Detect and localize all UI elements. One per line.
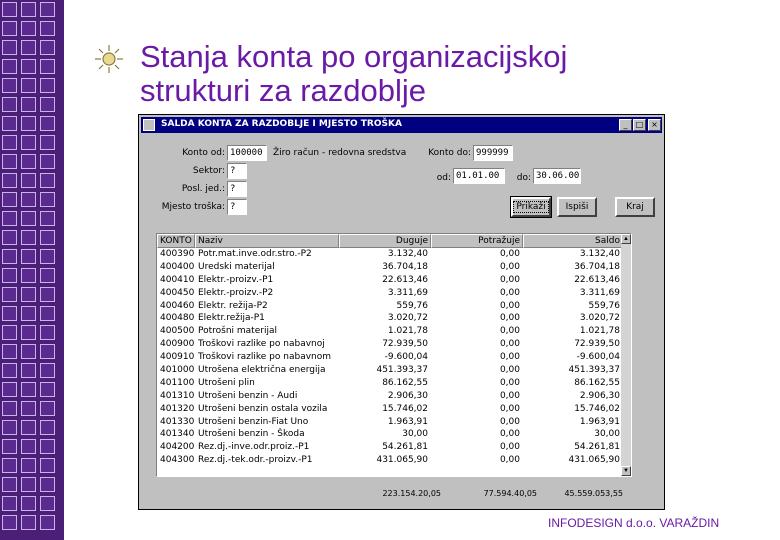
grid-cell — [21, 344, 36, 359]
grid-cell — [2, 154, 17, 169]
decorative-grid-strip — [0, 0, 64, 540]
cell-naziv: Elektr.-proizv.-P2 — [198, 287, 274, 298]
scroll-down-arrow-icon[interactable]: ▼ — [621, 466, 631, 476]
grid-cell — [2, 97, 17, 112]
grid-cell — [2, 477, 17, 492]
cell-konto: 401340 — [160, 429, 195, 440]
table-row[interactable] — [157, 390, 623, 403]
grid-cell — [40, 439, 55, 454]
cell-duguje: 36.704,18 — [382, 261, 428, 272]
table-row[interactable] — [157, 441, 623, 454]
grid-cell — [40, 420, 55, 435]
grid-cell — [21, 268, 36, 283]
cell-saldo: 559,76 — [588, 300, 620, 311]
grid-cell — [2, 420, 17, 435]
scroll-up-arrow-icon[interactable]: ▲ — [621, 234, 631, 244]
posl-jed-field[interactable]: ? — [227, 181, 247, 197]
datum-do-field[interactable]: 30.06.00 — [533, 168, 581, 184]
grid-cell — [40, 59, 55, 74]
grid-header — [157, 234, 623, 248]
cell-saldo: 3.311,69 — [579, 287, 620, 298]
cell-naziv: Elektr.režija-P1 — [198, 313, 265, 324]
grid-cell — [21, 477, 36, 492]
grid-cell — [2, 116, 17, 131]
grid-cell — [40, 21, 55, 36]
saldo-konta-window — [138, 114, 665, 510]
table-row[interactable] — [157, 428, 623, 441]
minimize-button[interactable]: _ — [619, 119, 632, 131]
table-row[interactable] — [157, 248, 623, 261]
cell-duguje: 30,00 — [402, 429, 428, 440]
cell-naziv: Troškovi razlike po nabavnom — [198, 352, 332, 363]
cell-naziv: Potr.mat.inve.odr.stro.-P2 — [198, 249, 312, 259]
cell-saldo: 3.132,40 — [579, 249, 620, 259]
grid-cell — [2, 306, 17, 321]
footer-company: INFODESIGN d.o.o. VARAŽDIN — [548, 516, 720, 530]
grid-cell — [21, 306, 36, 321]
cell-potrazuje: 0,00 — [499, 339, 520, 350]
table-row[interactable] — [157, 377, 623, 390]
cell-naziv: Potrošni materijal — [198, 326, 277, 337]
cell-potrazuje: 0,00 — [499, 377, 520, 388]
cell-potrazuje: 0,00 — [499, 403, 520, 414]
konto-od-label: Konto od: — [182, 148, 225, 158]
cell-konto: 404300 — [160, 455, 195, 466]
datum-od-field[interactable]: 01.01.00 — [453, 168, 505, 184]
cell-konto: 400480 — [160, 313, 195, 324]
grid-cell — [21, 458, 36, 473]
cell-duguje: 559,76 — [396, 300, 428, 311]
grid-cell — [2, 268, 17, 283]
saldo-grid — [156, 233, 632, 477]
cell-potrazuje: 0,00 — [499, 274, 520, 285]
header-saldo[interactable]: Saldo — [523, 234, 623, 248]
table-row[interactable] — [157, 403, 623, 416]
grid-cell — [2, 325, 17, 340]
grid-cell — [21, 420, 36, 435]
grid-cell — [21, 173, 36, 188]
cell-naziv: Utrošeni benzin-Fiat Uno — [198, 416, 309, 427]
grid-cell — [2, 363, 17, 378]
grid-cell — [2, 192, 17, 207]
cell-duguje: 2.906,30 — [387, 390, 428, 401]
cell-konto: 404200 — [160, 442, 195, 453]
cell-potrazuje: 0,00 — [499, 429, 520, 440]
header-potrazuje[interactable]: Potražuje — [431, 234, 523, 248]
grid-cell — [40, 268, 55, 283]
cell-saldo: 54.261,81 — [574, 442, 620, 453]
grid-cell — [21, 287, 36, 302]
cell-naziv: Elektr. režija-P2 — [198, 300, 268, 311]
cell-potrazuje: 0,00 — [499, 352, 520, 363]
cell-duguje: 15.746,02 — [382, 403, 428, 414]
konto-do-label: Konto do: — [428, 148, 471, 158]
grid-cell — [40, 401, 55, 416]
grid-cell — [2, 515, 17, 530]
prikazi-button[interactable] — [511, 197, 551, 217]
cell-konto: 400400 — [160, 261, 195, 272]
grid-cell — [40, 78, 55, 93]
cell-duguje: 22.613,46 — [382, 274, 428, 285]
grid-cell — [40, 382, 55, 397]
grid-cell — [2, 173, 17, 188]
table-row[interactable] — [157, 300, 623, 313]
window-titlebar[interactable] — [141, 117, 662, 133]
table-row[interactable] — [157, 338, 623, 351]
grid-cell — [21, 135, 36, 150]
cell-saldo: 22.613,46 — [574, 274, 620, 285]
grid-cell — [40, 40, 55, 55]
cell-duguje: 72.939,50 — [382, 339, 428, 350]
grid-cell — [40, 496, 55, 511]
grid-cell — [40, 363, 55, 378]
cell-saldo: 431.065,90 — [568, 455, 620, 466]
datum-od-label: od: — [436, 173, 451, 183]
grid-cell — [21, 401, 36, 416]
grid-scrollbar[interactable] — [621, 234, 631, 476]
cell-potrazuje: 0,00 — [499, 313, 520, 324]
posl-jed-label: Posl. jed.: — [181, 184, 225, 194]
cell-duguje: 86.162,55 — [382, 377, 428, 388]
grid-cell — [21, 496, 36, 511]
table-row[interactable] — [157, 325, 623, 338]
grid-cell — [2, 496, 17, 511]
table-row[interactable] — [157, 351, 623, 364]
grid-cell — [40, 2, 55, 17]
grid-cell — [2, 21, 17, 36]
cell-potrazuje: 0,00 — [499, 365, 520, 376]
prikazi-button-label: Prikaži — [513, 201, 548, 213]
grid-cell — [2, 439, 17, 454]
sektor-label: Sektor: — [192, 166, 225, 176]
cell-naziv: Uredski materijal — [198, 261, 275, 272]
cell-saldo: 1.021,78 — [579, 326, 620, 337]
table-row[interactable] — [157, 274, 623, 287]
table-row[interactable] — [157, 287, 623, 300]
cell-saldo: 30,00 — [594, 429, 620, 440]
mjesto-troska-field[interactable]: ? — [227, 199, 247, 215]
cell-naziv: Rez.dj.-inve.odr.proiz.-P1 — [198, 442, 310, 453]
cell-duguje: 431.065,90 — [376, 455, 428, 466]
grid-cell — [40, 135, 55, 150]
grid-cell — [21, 97, 36, 112]
grid-cell — [40, 325, 55, 340]
cell-saldo: 1.963,91 — [579, 416, 620, 427]
grid-cell — [21, 363, 36, 378]
grid-cell — [2, 344, 17, 359]
header-konto[interactable]: KONTO — [157, 234, 195, 248]
grid-cell — [40, 230, 55, 245]
sektor-field[interactable]: ? — [227, 163, 247, 179]
close-button[interactable]: × — [648, 119, 661, 131]
grid-cell — [2, 211, 17, 226]
slide-title — [140, 40, 567, 108]
slide-title-line2: strukturi za razdoblje — [140, 73, 427, 108]
cell-duguje: 1.021,78 — [387, 326, 428, 337]
cell-duguje: 3.020,72 — [387, 313, 428, 324]
grid-cell — [21, 439, 36, 454]
cell-konto: 400910 — [160, 352, 195, 363]
grid-cell — [21, 2, 36, 17]
maximize-button[interactable]: □ — [633, 119, 646, 131]
grid-cell — [2, 249, 17, 264]
grid-cell — [40, 173, 55, 188]
cell-konto: 400410 — [160, 274, 195, 285]
grid-cell — [2, 382, 17, 397]
cell-konto: 400900 — [160, 339, 195, 350]
grid-cell — [2, 230, 17, 245]
grid-cell — [21, 249, 36, 264]
table-row[interactable] — [157, 454, 623, 467]
grid-cell — [2, 40, 17, 55]
cell-saldo: 451.393,37 — [568, 365, 620, 376]
grid-cell — [2, 2, 17, 17]
total-potrazuje: 77.594.40,05 — [483, 489, 537, 498]
grid-cell — [21, 116, 36, 131]
cell-konto: 401100 — [160, 377, 195, 388]
grid-cell — [2, 458, 17, 473]
grid-cell — [2, 287, 17, 302]
grid-cell — [40, 192, 55, 207]
datum-do-label: do: — [516, 173, 531, 183]
cell-konto: 401330 — [160, 416, 195, 427]
cell-naziv: Rez.dj.-tek.odr.-proizv.-P1 — [198, 455, 313, 466]
cell-saldo: 15.746,02 — [574, 403, 620, 414]
cell-konto: 401000 — [160, 365, 195, 376]
cell-naziv: Utrošeni benzin - Škoda — [198, 429, 305, 440]
ispisi-button[interactable]: Ispiši — [557, 197, 597, 217]
grid-cell — [40, 287, 55, 302]
grid-cell — [21, 192, 36, 207]
grid-cell — [40, 515, 55, 530]
grid-cell — [21, 230, 36, 245]
grid-cell — [40, 306, 55, 321]
total-saldo: 45.559.053,55 — [564, 489, 623, 498]
grid-cell — [21, 40, 36, 55]
table-row[interactable] — [157, 261, 623, 274]
grid-cell — [40, 116, 55, 131]
total-duguje: 223.154.20,05 — [382, 489, 441, 498]
cell-duguje: 3.311,69 — [387, 287, 428, 298]
grid-cell — [2, 59, 17, 74]
cell-duguje: 54.261,81 — [382, 442, 428, 453]
grid-cell — [40, 477, 55, 492]
table-row[interactable] — [157, 416, 623, 429]
cell-konto: 400500 — [160, 326, 195, 337]
cell-potrazuje: 0,00 — [499, 249, 520, 259]
cell-naziv: Troškovi razlike po nabavnoj — [198, 339, 325, 350]
window-title: SALDA KONTA ZA RAZDOBLJE I MJESTO TROŠKA — [161, 119, 402, 129]
cell-konto: 400450 — [160, 287, 195, 298]
cell-potrazuje: 0,00 — [499, 287, 520, 298]
cell-potrazuje: 0,00 — [499, 300, 520, 311]
konto-do-field[interactable]: 999999 — [473, 145, 513, 161]
header-duguje[interactable]: Duguje — [339, 234, 431, 248]
grid-cell — [2, 78, 17, 93]
grid-cell — [2, 135, 17, 150]
table-row[interactable] — [157, 312, 623, 325]
grid-cell — [40, 458, 55, 473]
grid-cell — [21, 59, 36, 74]
grid-cell — [2, 401, 17, 416]
cell-duguje: 451.393,37 — [376, 365, 428, 376]
kraj-button[interactable]: Kraj — [615, 197, 655, 217]
cell-saldo: -9.600,04 — [576, 352, 620, 363]
app-icon — [143, 119, 155, 131]
table-row[interactable] — [157, 364, 623, 377]
cell-duguje: -9.600,04 — [384, 352, 428, 363]
cell-naziv: Utrošeni benzin ostala vozila — [198, 403, 328, 414]
cell-naziv: Utrošeni benzin - Audi — [198, 390, 298, 401]
grid-cell — [40, 211, 55, 226]
cell-naziv: Utrošena električna energija — [198, 365, 326, 376]
cell-saldo: 2.906,30 — [579, 390, 620, 401]
cell-konto: 401310 — [160, 390, 195, 401]
cell-konto: 400460 — [160, 300, 195, 311]
grid-cell — [21, 382, 36, 397]
cell-duguje: 3.132,40 — [387, 249, 428, 259]
grid-cell — [21, 211, 36, 226]
grid-cell — [21, 325, 36, 340]
cell-potrazuje: 0,00 — [499, 261, 520, 272]
cell-naziv: Utrošeni plin — [198, 377, 255, 388]
grid-cell — [21, 21, 36, 36]
cell-potrazuje: 0,00 — [499, 326, 520, 337]
grid-cell — [40, 249, 55, 264]
cell-potrazuje: 0,00 — [499, 442, 520, 453]
header-naziv[interactable]: Naziv — [195, 234, 339, 248]
cell-potrazuje: 0,00 — [499, 390, 520, 401]
cell-potrazuje: 0,00 — [499, 455, 520, 466]
konto-od-field[interactable]: 100000 — [227, 145, 267, 161]
slide-title-line1: Stanja konta po organizacijskoj — [140, 39, 568, 74]
grid-cell — [40, 97, 55, 112]
cell-saldo: 36.704,18 — [574, 261, 620, 272]
grid-cell — [21, 515, 36, 530]
cell-konto: 400390 — [160, 249, 195, 259]
cell-potrazuje: 0,00 — [499, 416, 520, 427]
cell-duguje: 1.963,91 — [387, 416, 428, 427]
grid-cell — [21, 154, 36, 169]
cell-saldo: 72.939,50 — [574, 339, 620, 350]
konto-od-description: Žiro račun - redovna sredstva — [273, 148, 407, 158]
grid-rows — [157, 248, 623, 467]
grid-cell — [40, 154, 55, 169]
grid-cell — [40, 344, 55, 359]
grid-cell — [21, 78, 36, 93]
sun-bullet-icon — [94, 44, 124, 74]
mjesto-troska-label: Mjesto troška: — [161, 202, 225, 212]
cell-konto: 401320 — [160, 403, 195, 414]
cell-saldo: 86.162,55 — [574, 377, 620, 388]
cell-naziv: Elektr.-proizv.-P1 — [198, 274, 274, 285]
cell-saldo: 3.020,72 — [579, 313, 620, 324]
